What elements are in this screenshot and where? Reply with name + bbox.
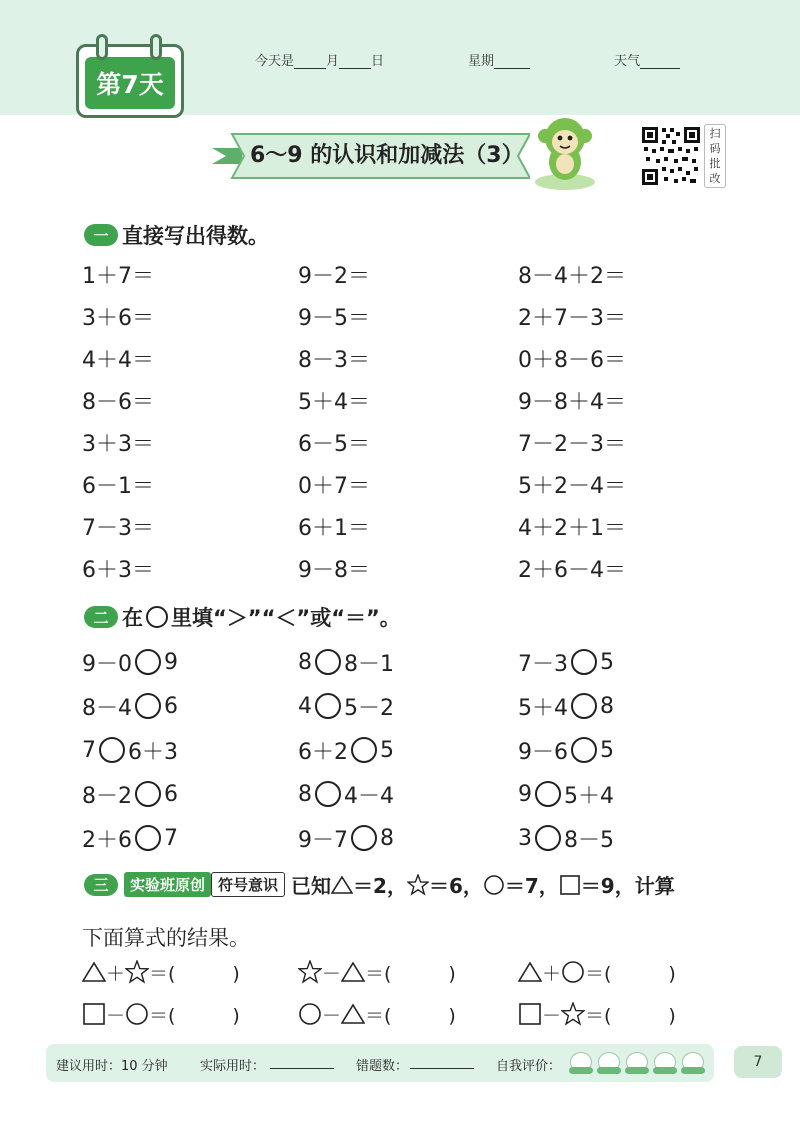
section3-title: [84, 870, 675, 899]
rating-face-icon[interactable]: [598, 1052, 620, 1072]
star-icon: [298, 960, 322, 984]
s1-row: [0, 382, 800, 418]
compare-circle-blank[interactable]: [135, 693, 161, 719]
s2-item: 9－0 9: [82, 649, 178, 677]
actual-time-label: 实际用时：: [200, 1059, 266, 1074]
s1-problem: 0＋8－6＝: [518, 347, 626, 373]
s2-item: 3 8－5: [518, 825, 614, 853]
compare-circle-blank[interactable]: [135, 825, 161, 851]
s3-problem: － ＝( ): [298, 996, 456, 1032]
s2-item: 4 5－2: [298, 693, 394, 721]
errors-label: 错题数：: [356, 1059, 409, 1074]
section1-number: 一: [84, 224, 118, 246]
symbol-sense-tag: 符号意识: [211, 872, 285, 897]
answer-blank[interactable]: ＝( ): [585, 1004, 676, 1027]
square-value: ＝9，计算: [580, 874, 675, 898]
day-blank[interactable]: [339, 50, 371, 69]
circle-shape-icon: [298, 1002, 322, 1026]
s1-problem: 5＋2－4＝: [518, 473, 626, 499]
compare-circle-blank[interactable]: [351, 737, 377, 763]
s2-item: 8－2 6: [82, 781, 178, 809]
s1-problem: 8－3＝: [298, 347, 370, 373]
s2-row: [0, 776, 800, 812]
s1-problem: 7－2－3＝: [518, 431, 626, 457]
s1-problem: 6＋3＝: [82, 557, 154, 583]
compare-circle-blank[interactable]: [535, 781, 561, 807]
s2-row: [0, 688, 800, 724]
star-icon: [125, 960, 149, 984]
s3-row: [0, 996, 800, 1032]
section3-number: 三: [84, 874, 118, 896]
errors-blank[interactable]: [410, 1055, 474, 1069]
s1-problem: 9－8＝: [298, 557, 370, 583]
day-label-text: 日: [371, 54, 385, 69]
monkey-mascot-icon: [530, 112, 600, 192]
calendar-ring-right: [150, 34, 162, 60]
s1-problem: 2＋6－4＝: [518, 557, 626, 583]
s1-problem: 1＋7＝: [82, 263, 154, 289]
weekday-blank[interactable]: [494, 50, 530, 69]
scan-to-grade-label: 扫 码 批 改: [704, 124, 726, 188]
section3-line2: 下面算式的结果。: [82, 926, 250, 950]
s1-problem: 5＋4＝: [298, 389, 370, 415]
triangle-icon: [331, 875, 353, 895]
square-icon: [82, 1002, 106, 1026]
rating-face-icon[interactable]: [682, 1052, 704, 1072]
answer-blank[interactable]: ＝( ): [149, 962, 240, 985]
s2-row: [0, 820, 800, 856]
known-label: 已知: [291, 874, 332, 898]
s1-problem: 6＋1＝: [298, 515, 370, 541]
section2-instruction-post: 里填“＞”“＜”或“＝”。: [171, 606, 401, 630]
compare-circle-blank[interactable]: [571, 693, 597, 719]
page-number: 7: [734, 1046, 782, 1078]
section1-instruction: 直接写出得数。: [122, 224, 269, 248]
compare-circle-blank[interactable]: [135, 781, 161, 807]
s1-problem: 3＋6＝: [82, 305, 154, 331]
s1-problem: 2＋7－3＝: [518, 305, 626, 331]
page-title: 6～9 的认识和加减法（3）: [250, 143, 524, 168]
actual-time-blank[interactable]: [270, 1055, 334, 1069]
s2-item: 9－7 8: [298, 825, 394, 853]
self-eval-label: 自我评价：: [496, 1059, 562, 1074]
s2-item: 7 6＋3: [82, 737, 178, 765]
s1-problem: 4＋2＋1＝: [518, 515, 626, 541]
triangle-icon: [82, 961, 106, 983]
compare-circle-blank[interactable]: [315, 649, 341, 675]
circle-shape-icon: [483, 874, 505, 896]
s3-problem: ＋ ＝( ): [518, 954, 676, 990]
compare-circle-blank[interactable]: [535, 825, 561, 851]
month-label: 月: [326, 54, 340, 69]
rating-face-icon[interactable]: [654, 1052, 676, 1072]
answer-blank[interactable]: ＝( ): [365, 962, 456, 985]
s1-row: [0, 340, 800, 376]
compare-circle-blank[interactable]: [571, 649, 597, 675]
circle-value: ＝7，: [504, 874, 559, 898]
star-value: ＝6，: [428, 874, 483, 898]
weather-blank[interactable]: [640, 50, 680, 69]
s1-problem: 9－8＋4＝: [518, 389, 626, 415]
rating-face-icon[interactable]: [626, 1052, 648, 1072]
answer-blank[interactable]: ＝( ): [149, 1004, 240, 1027]
answer-blank[interactable]: ＝( ): [585, 962, 676, 985]
s2-item: 8－4 6: [82, 693, 178, 721]
compare-circle-blank[interactable]: [99, 737, 125, 763]
s1-problem: 6－5＝: [298, 431, 370, 457]
section2-number: 二: [84, 606, 118, 628]
circle-icon: [146, 606, 168, 628]
triangle-icon: [518, 961, 542, 983]
circle-shape-icon: [561, 960, 585, 984]
s1-problem: 4＋4＝: [82, 347, 154, 373]
section2-instruction-pre: 在: [122, 606, 143, 630]
compare-circle-blank[interactable]: [351, 825, 377, 851]
date-line: [255, 50, 680, 69]
s2-row: [0, 644, 800, 680]
date-prefix: 今天是: [255, 54, 295, 69]
s1-problem: 0＋7＝: [298, 473, 370, 499]
s1-row: [0, 256, 800, 292]
suggested-time: 建议用时：10 分钟: [56, 1059, 168, 1074]
s1-row: [0, 466, 800, 502]
triangle-icon: [341, 1003, 365, 1025]
compare-circle-blank[interactable]: [315, 693, 341, 719]
day-badge: [76, 44, 184, 118]
original-tag: 实验班原创: [124, 872, 211, 897]
triangle-icon: [341, 961, 365, 983]
star-icon: [407, 874, 429, 896]
s1-problem: 8－6＝: [82, 389, 154, 415]
s2-item: 8 8－1: [298, 649, 394, 677]
section1-title: [84, 220, 269, 250]
calendar-ring-left: [96, 34, 108, 60]
compare-circle-blank[interactable]: [315, 781, 341, 807]
rating-face-icon[interactable]: [570, 1052, 592, 1072]
square-icon: [559, 874, 581, 896]
s2-item: 8 4－4: [298, 781, 394, 809]
s2-row: [0, 732, 800, 768]
compare-circle-blank[interactable]: [135, 649, 161, 675]
section2-title: [84, 602, 401, 632]
compare-circle-blank[interactable]: [571, 737, 597, 763]
circle-shape-icon: [125, 1002, 149, 1026]
s1-problem: 3＋3＝: [82, 431, 154, 457]
weekday-label: 星期: [468, 54, 495, 69]
s1-problem: 7－3＝: [82, 515, 154, 541]
s2-item: 6＋2 5: [298, 737, 394, 765]
s3-problem: － ＝( ): [298, 954, 456, 990]
triangle-value: ＝2，: [353, 874, 407, 898]
weather-label: 天气: [614, 54, 641, 69]
s3-problem: － ＝( ): [518, 996, 676, 1032]
s1-row: [0, 424, 800, 460]
s2-item: 5＋4 8: [518, 693, 614, 721]
qr-code-icon[interactable]: [640, 125, 702, 187]
day-label: 第7天: [85, 57, 175, 109]
star-icon: [561, 1002, 585, 1026]
month-blank[interactable]: [294, 50, 326, 69]
answer-blank[interactable]: ＝( ): [365, 1004, 456, 1027]
s1-problem: 6－1＝: [82, 473, 154, 499]
s1-problem: 9－2＝: [298, 263, 370, 289]
footer-bar: [46, 1044, 714, 1082]
s2-item: 9 5＋4: [518, 781, 614, 809]
s3-problem: ＋ ＝( ): [82, 954, 240, 990]
square-icon: [518, 1002, 542, 1026]
s1-row: [0, 508, 800, 544]
s3-problem: － ＝( ): [82, 996, 240, 1032]
s3-row: [0, 954, 800, 990]
s1-row: [0, 298, 800, 334]
s2-item: 2＋6 7: [82, 825, 178, 853]
s2-item: 9－6 5: [518, 737, 614, 765]
s1-problem: 9－5＝: [298, 305, 370, 331]
s1-row: [0, 550, 800, 586]
s1-problem: 8－4＋2＝: [518, 263, 626, 289]
s2-item: 7－3 5: [518, 649, 614, 677]
